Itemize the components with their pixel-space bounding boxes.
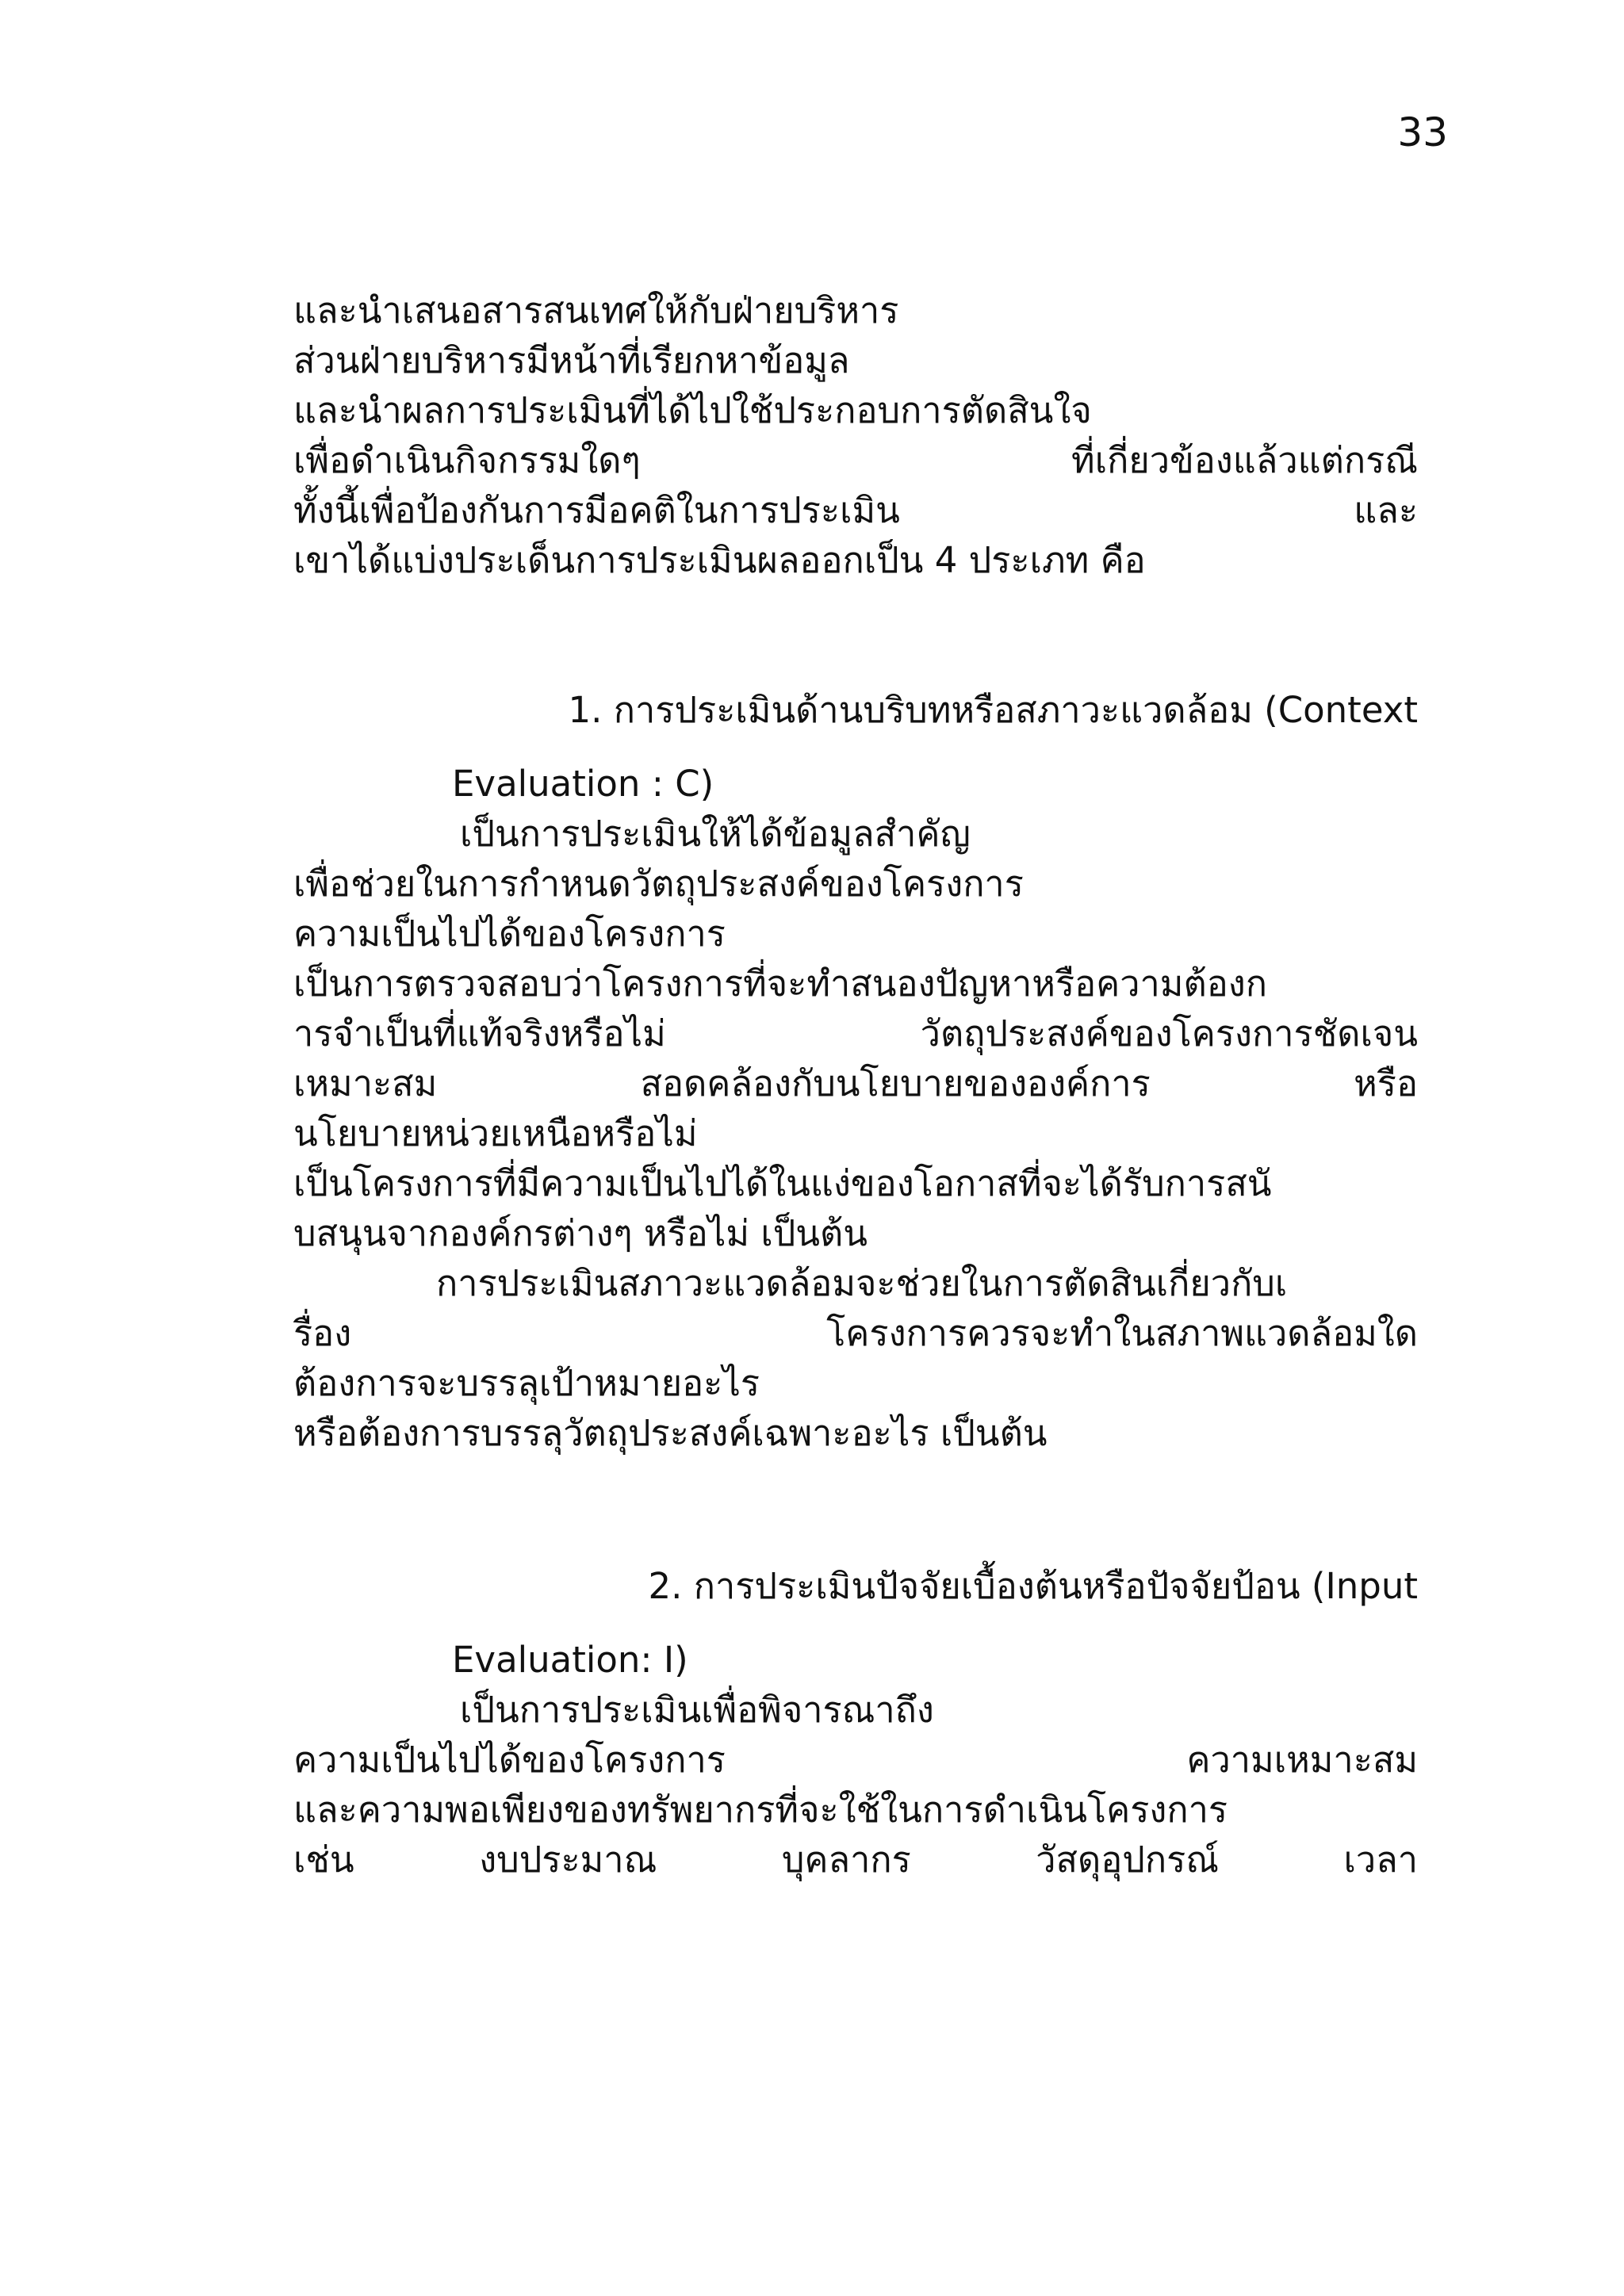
text-line: เป็นการตรวจสอบว่าโครงการที่จะทำสนองปัญหาหรือความต้องก bbox=[293, 962, 1267, 1004]
section-heading: 2. การประเมินปัจจัยเบื้องต้นหรือปัจจัยป้อน (Input bbox=[648, 1565, 1418, 1607]
section-heading-continuation: Evaluation : C) bbox=[452, 763, 714, 805]
page-number: 33 bbox=[1397, 109, 1448, 155]
section-paragraph bbox=[293, 1685, 1418, 1885]
text-line: การประเมินสภาวะแวดล้อมจะช่วยในการตัดสินเกี่ยวกับเ bbox=[436, 1262, 1288, 1304]
text-line: ความเป็นไปได้ของโครงการ ความเหมาะสม bbox=[293, 1739, 1418, 1781]
text-line: ต้องการจะบรรลุเป้าหมายอะไร bbox=[293, 1362, 760, 1404]
text-line: บสนุนจากองค์กรต่างๆ หรือไม่ เป็นต้น bbox=[293, 1212, 868, 1254]
text-line: ความเป็นไปได้ของโครงการ bbox=[293, 913, 726, 955]
intro-paragraph bbox=[293, 285, 1418, 585]
text-line: เป็นการประเมินให้ได้ข้อมูลสำคัญ bbox=[460, 813, 971, 855]
section-heading: 1. การประเมินด้านบริบทหรือสภาวะแวดล้อม (Context bbox=[568, 689, 1418, 731]
text-line: และนำผลการประเมินที่ได้ไปใช้ประกอบการตัดสินใจ bbox=[293, 389, 1092, 431]
text-line: เป็นการประเมินเพื่อพิจารณาถึง bbox=[460, 1689, 934, 1731]
text-line: นโยบายหน่วยเหนือหรือไม่ bbox=[293, 1112, 698, 1154]
section-paragraph bbox=[293, 1258, 1418, 1458]
page-body bbox=[293, 285, 1418, 1885]
section-paragraph bbox=[293, 809, 1418, 1258]
text-line: ทั้งนี้เพื่อป้องกันการมีอคติในการประเมิน และ bbox=[293, 489, 1418, 531]
text-line: ารจำเป็นที่แท้จริงหรือไม่ วัตถุประสงค์ของโครงการชัดเจน bbox=[293, 1012, 1418, 1054]
text-line: เหมาะสม สอดคล้องกับนโยบายขององค์การ หรือ bbox=[293, 1062, 1418, 1104]
text-line: และนำเสนอสารสนเทศให้กับฝ่ายบริหาร bbox=[293, 289, 899, 331]
section-heading-continuation: Evaluation: I) bbox=[452, 1639, 688, 1681]
text-line: เช่น งบประมาณ บุคลากร วัสดุอุปกรณ์ เวลา bbox=[293, 1839, 1418, 1881]
section-input-evaluation bbox=[293, 1561, 1418, 1885]
section-context-evaluation bbox=[293, 685, 1418, 1458]
text-line: เขาได้แบ่งประเด็นการประเมินผลออกเป็น 4 ประเภท คือ bbox=[293, 539, 1146, 581]
text-line: รื่อง โครงการควรจะทำในสภาพแวดล้อมใด bbox=[293, 1312, 1418, 1354]
text-line: หรือต้องการบรรลุวัตถุประสงค์เฉพาะอะไร เป็นต้น bbox=[293, 1412, 1048, 1454]
text-line: เพื่อดำเนินกิจกรรมใดๆ ที่เกี่ยวข้องแล้วแต่กรณี bbox=[293, 439, 1418, 481]
text-line: เพื่อช่วยในการกำหนดวัตถุประสงค์ของโครงการ bbox=[293, 863, 1024, 905]
text-line: ส่วนฝ่ายบริหารมีหน้าที่เรียกหาข้อมูล bbox=[293, 339, 850, 381]
text-line: เป็นโครงการที่มีความเป็นไปได้ในแง่ของโอกาสที่จะได้รับการสนั bbox=[293, 1162, 1272, 1204]
text-line: และความพอเพียงของทรัพยากรที่จะใช้ในการดำเนินโครงการ bbox=[293, 1789, 1228, 1831]
